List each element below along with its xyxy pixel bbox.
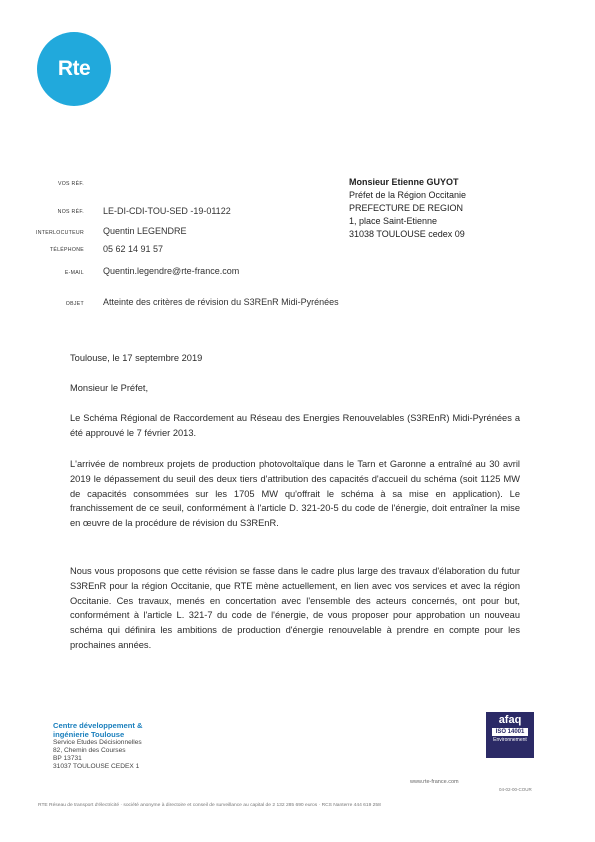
contact-value: Quentin LEGENDRE [103, 226, 187, 236]
document-reference: 04-02-00-COUR [499, 787, 532, 792]
recipient-street: 1, place Saint-Etienne [349, 216, 438, 226]
our-ref-value: LE-DI-CDI-TOU-SED -19-01122 [103, 206, 231, 216]
our-ref-label: NOS RÉF. [57, 209, 84, 215]
sender-address [53, 721, 142, 771]
subject-label: OBJET [65, 301, 84, 307]
service-name: Service Etudes Décisionnelles [53, 739, 142, 746]
website-link[interactable]: www.rte-france.com [410, 779, 459, 785]
recipient-block [349, 176, 466, 241]
phone-label: TÉLÉPHONE [49, 247, 84, 253]
address-line-1: 82, Chemin des Courses [53, 747, 126, 754]
contact-label: INTERLOCUTEUR [36, 230, 84, 236]
center-name-1: Centre développement & [53, 721, 143, 730]
legal-notice: RTE Réseau de transport d'électricité · société anonyme à directoire et conseil de surveillance au capital de 2 132 285 690 euros · RCS Nanterre 444 619 258 [38, 803, 381, 808]
rte-logo: Rte [37, 32, 111, 106]
phone-value: 05 62 14 91 57 [103, 244, 164, 254]
center-name-2: ingénierie Toulouse [53, 730, 125, 739]
recipient-org: PREFECTURE DE REGION [349, 203, 464, 213]
paragraph-3: Nous vous proposons que cette révision se fasse dans le cadre plus large des travaux d'élaboration du futur S3REnR pour la région Occitanie, que RTE mène actuellement, en lien avec vos services et avec la région Occitanie. Ces travaux, menés en concertation avec l'ensemble des acteurs concernés, ont pour but, conformément à l'article L. 321-7 du code de l'énergie, de vous proposer pour approbation un nouveau schéma qui définira les ambitions de production d'énergie renouvelable à prendre en compte pour les prochaines années. [70, 566, 520, 650]
recipient-city: 31038 TOULOUSE cedex 09 [349, 229, 465, 239]
email-value[interactable]: Quentin.legendre@rte-france.com [103, 266, 240, 276]
letter-date: Toulouse, le 17 septembre 2019 [70, 353, 203, 363]
email-label: E-MAIL [64, 270, 84, 276]
letter-salutation: Monsieur le Préfet, [70, 383, 149, 393]
paragraph-2: L'arrivée de nombreux projets de production photovoltaïque dans le Tarn et Garonne a entraîné au 30 avril 2019 le dépassement du seuil des deux tiers d'attribution des capacités d'accueil du schéma (soit 1125 MW de capacités consommées sur les 1705 MW qu'offrait le schéma à sa mise en application). Le franchissement de ce seuil, conformément à l'article D. 321-20-5 du code de l'énergie, doit entraîner la mise en œuvre de la procédure de révision du S3REnR. [70, 459, 520, 529]
paragraph-1: Le Schéma Régional de Raccordement au Réseau des Energies Renouvelables (S3REnR) Midi-Pyrénées a été approuvé le 7 février 2013. [70, 413, 520, 438]
afaq-certification-logo: afaq ISO 14001 Environnement [486, 712, 534, 758]
address-line-2: BP 13731 [53, 755, 82, 762]
recipient-title: Préfet de la Région Occitanie [349, 190, 467, 200]
address-line-3: 31037 TOULOUSE CEDEX 1 [53, 763, 140, 770]
subject-value: Atteinte des critères de révision du S3REnR Midi-Pyrénées [103, 297, 339, 307]
recipient-name: Monsieur Etienne GUYOT [349, 177, 459, 187]
your-ref-label: VOS RÉF. [57, 181, 84, 187]
